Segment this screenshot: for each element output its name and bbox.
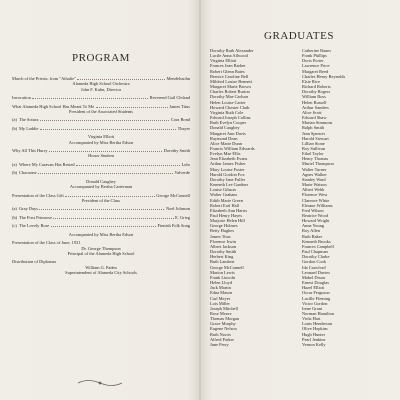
program-item	[12, 95, 190, 100]
graduate-name: Frances Jean Barker	[210, 63, 246, 69]
program-list	[12, 76, 190, 275]
graduate-name: Helen Louise Carter	[210, 99, 246, 105]
program-item-performer: Dorothy Smith	[163, 148, 190, 154]
program-item-credit: Honor Student	[88, 153, 114, 159]
graduate-name: Hazel Elliott	[302, 285, 325, 291]
graduate-name: Anna Young	[302, 223, 324, 229]
program-item-credit: Virginia Elliott	[87, 134, 115, 140]
graduate-name: Harold Stewart	[302, 135, 329, 141]
graduate-name: Marian Simmons	[302, 120, 333, 126]
graduate-name: Ruth Baker	[302, 233, 323, 239]
program-item-row	[12, 215, 190, 220]
program-item-title: Presentation of the Class Gift	[12, 192, 64, 198]
program-item-performer: E. Grieg	[175, 214, 190, 220]
program-item-performer: Cora Bond	[170, 117, 190, 123]
program-item-number: (c)	[12, 223, 17, 229]
graduate-name: Dorothy Ruth Alexander	[210, 48, 254, 53]
graduates-page	[200, 0, 400, 400]
dot-leader	[77, 76, 165, 80]
program-item-row	[12, 126, 190, 131]
graduate-name: Raymond Dean	[210, 135, 238, 141]
program-item	[12, 170, 190, 175]
program-item-performer: Thayer	[177, 125, 190, 131]
graduates-columns	[210, 48, 388, 347]
dot-leader	[76, 162, 180, 166]
program-item-row	[12, 170, 190, 175]
program-item-row	[12, 206, 190, 211]
graduate-name: Charles Henry Reynolds	[302, 73, 346, 79]
graduate-name: Elizabeth Ann Harris	[210, 207, 248, 213]
graduate-name: Arthur Sanders	[302, 104, 329, 110]
graduate-name: Pearl Jenkins	[302, 336, 326, 342]
graduate-name: Kenneth Lee Gardner	[210, 182, 249, 188]
graduate-name: Ruth Norris	[210, 331, 231, 337]
graduate-name: Albert Webb	[302, 187, 325, 193]
graduate-name: Robert Earl Hall	[210, 202, 240, 208]
program-item-credit: Accompanied by Miss Bertha Edson	[68, 139, 134, 145]
graduate-name: Clarence White	[302, 197, 330, 203]
graduate-name: Alfred Parker	[210, 336, 235, 342]
graduate-name: Florence West	[302, 192, 328, 198]
graduate-name: Herbert King	[210, 254, 234, 260]
graduate-name: Mabel Dixon	[302, 274, 326, 280]
graduate-name: Beatrice Wood	[302, 213, 329, 218]
graduate-name: Ralph Smith	[302, 125, 325, 131]
program-item-performer: Lohr	[181, 161, 190, 167]
graduate-name: Lucile Anna Allwood	[210, 53, 248, 59]
graduate-name: Paul Henry Hayes	[210, 213, 242, 218]
program-item-title: The Sotura	[19, 117, 39, 123]
graduate-name: Edward Joseph Collins	[210, 115, 251, 121]
program-item-credit: Dr. George Thompson	[81, 245, 121, 251]
dot-leader	[40, 117, 169, 121]
graduate-name: Olive Hopkins	[302, 326, 328, 332]
graduate-name: Agnes Walker	[302, 171, 327, 177]
graduate-name: Marjorie Helen Hill	[210, 218, 245, 224]
dot-leader	[38, 170, 173, 174]
program-item-number: (b)	[12, 214, 18, 220]
program-item-credit: Accompanied by Bertha Carterman	[69, 184, 133, 190]
graduate-name: Roy Sullivan	[302, 145, 326, 151]
graduate-name: Marie Watson	[302, 182, 327, 188]
graduate-name: Paul Chapman	[302, 249, 328, 255]
graduate-name: Henry Thomas	[302, 156, 329, 162]
graduate-name: Louise Gibson	[210, 187, 236, 193]
program-item	[12, 179, 190, 190]
program-item-credit: Alameda High School Orchestra	[72, 81, 130, 87]
program-item-number: (a)	[12, 206, 17, 212]
graduate-name: Howard Wright	[302, 218, 330, 224]
graduate-name: Oscar Ferguson	[302, 290, 330, 296]
graduate-name: George Holmes	[210, 223, 238, 229]
program-item-title: My Laddie	[19, 125, 39, 131]
graduate-name: Albert Jackson	[210, 243, 237, 249]
program-item-performer: Mendelssohn	[166, 76, 190, 81]
graduate-name: Eugene Nelson	[210, 326, 237, 332]
program-item-title: Where My Caravan Has Rested	[19, 161, 75, 167]
program-item	[12, 148, 190, 159]
graduate-name: Rose Moore	[210, 310, 232, 316]
graduate-name: Roy Allen	[302, 228, 320, 234]
graduate-name: Lucille Fleming	[302, 295, 331, 301]
program-item-title: What Alameda High School Has Meant To Me	[12, 103, 95, 109]
graduate-name: Walter Graham	[210, 192, 237, 198]
program-item-credit: William G. Paden	[85, 264, 117, 270]
graduate-name: Richard Roberts	[302, 84, 331, 90]
dot-leader	[40, 126, 176, 130]
graduate-name: Frances Campbell	[302, 243, 334, 249]
graduate-name: Harold Gordon Fox	[210, 171, 245, 177]
graduate-name: Jean Spencer	[302, 130, 326, 136]
graduate-name: Virginia Ruth Cole	[210, 109, 244, 115]
graduate-name: Alice Marie Dunn	[210, 140, 242, 146]
dot-leader	[32, 95, 148, 99]
graduate-name: William Ross	[302, 94, 326, 100]
program-item-performer: George McConnell	[156, 192, 190, 198]
graduate-name: Dorothy Clarke	[302, 254, 330, 260]
program-item-performer: Noel Johnson	[165, 206, 190, 212]
program-item-row	[12, 95, 190, 100]
graduate-name: Dorothy Jane Fuller	[210, 176, 246, 182]
graduate-name: Virginia Elliott	[210, 58, 237, 64]
graduate-name: Victor Gordon	[302, 300, 328, 306]
graduate-name: Frank Phillips	[302, 53, 327, 59]
graduates-column-left	[210, 48, 296, 347]
graduate-name: Vernon Kelly	[302, 341, 326, 347]
program-item	[12, 193, 190, 204]
graduate-name: Margaret Ann Davis	[210, 130, 246, 136]
program-item-title: Chaconne	[19, 170, 37, 176]
graduate-name: Elsie Rice	[302, 78, 320, 84]
program-item-title: The First Primrose	[19, 214, 52, 220]
program-item	[12, 240, 190, 256]
graduate-name: Grace Murphy	[210, 321, 236, 327]
program-item-performer: Finnish Folk Song	[157, 223, 190, 229]
program-item-number: (b)	[12, 125, 18, 131]
graduate-name: Helen Russell	[302, 99, 327, 105]
graduate-name: Marion Lewis	[210, 269, 235, 275]
graduate-name: Hugh Hunter	[302, 331, 326, 337]
program-item-row	[12, 117, 190, 122]
program-item	[12, 162, 190, 167]
program-item	[12, 117, 190, 122]
program-item	[12, 76, 190, 92]
graduate-name: Mary Louise Foster	[210, 166, 245, 172]
graduate-name: Ethel Taylor	[302, 151, 324, 157]
graduate-name: Evelyn Mae Ellis	[210, 151, 241, 157]
graduate-name: Catherine Baum	[302, 48, 331, 53]
graduates-heading: GRADUATES	[264, 30, 334, 42]
graduate-name: Gordon Cook	[302, 259, 327, 265]
graduate-name: Muriel Thompson	[302, 161, 334, 167]
program-item-number: (a)	[12, 161, 17, 167]
graduate-name: Edward Shaw	[302, 115, 327, 121]
graduate-name: Mildred Louise Bennett	[210, 78, 252, 84]
program-item	[12, 134, 190, 145]
graduate-name: Edna Mason	[210, 290, 233, 296]
graduate-name: Joseph Mitchell	[210, 305, 238, 311]
program-item	[12, 206, 190, 211]
graduate-name: Dorothy Rogers	[302, 89, 331, 95]
graduate-name: Frank Lincoln	[210, 274, 235, 280]
program-item-credit: Superintendent of Alameda City Schools	[65, 270, 137, 276]
program-item	[12, 215, 190, 220]
program-item-title: The Lovely Rose	[19, 223, 50, 229]
program-item-title: Gray Days	[19, 206, 38, 212]
program-item-credit: President of the Class	[81, 197, 121, 203]
graduate-name: Lillian Stone	[302, 140, 325, 146]
graduate-name: Stanley Ward	[302, 176, 326, 182]
graduate-name: Helen Lloyd	[210, 280, 233, 286]
program-item-row	[12, 223, 190, 228]
graduate-name: Ruth Evelyn Cooper	[210, 120, 247, 126]
program-item-title: Distribution of Diplomas	[12, 259, 57, 265]
program-item	[12, 223, 190, 228]
graduate-name: Doris Porter	[302, 58, 324, 64]
graduate-name: Florence Irwin	[210, 238, 236, 244]
program-item-number: (a)	[12, 117, 17, 123]
graduate-name: Howard Chester Clark	[210, 104, 250, 110]
graduate-name: Robert Glenn Bates	[210, 68, 245, 74]
graduate-name: Jean Elizabeth Evans	[210, 156, 248, 162]
program-item-credit: Donald Caughey	[86, 178, 116, 184]
graduate-name: Dorothy Mae Carlson	[210, 94, 249, 100]
graduate-name: Francis William Edwards	[210, 145, 255, 151]
graduate-name: Edith Marie Green	[210, 197, 243, 203]
dot-leader	[65, 193, 155, 197]
program-item	[12, 104, 190, 115]
graduate-name: Viola Hart	[302, 316, 321, 322]
program-item-performer: James Titus	[169, 103, 190, 109]
program-item-credit: John F. Kuhn, Director	[80, 86, 122, 92]
program-item-title: Why All This Hurry	[12, 148, 48, 154]
graduate-name: Fred Wilson	[302, 207, 324, 213]
program-item-row	[12, 162, 190, 167]
program-item	[12, 232, 190, 237]
graduate-name: Lawrence Price	[302, 63, 330, 69]
graduate-name: Louis Henderson	[302, 321, 333, 327]
graduate-name: Donald Caughey	[210, 125, 240, 131]
graduate-name: Norman Hamilton	[302, 310, 335, 316]
dot-leader	[96, 104, 168, 108]
program-item-performer: Reverend Gail Cleland	[149, 95, 190, 101]
graduate-name: Ida Crawford	[302, 264, 326, 270]
graduate-name: Carl Meyer	[210, 295, 231, 301]
graduate-name: James Titus	[210, 233, 231, 239]
graduate-name: June Perry	[210, 341, 229, 347]
graduate-name: Leonard Davies	[302, 269, 330, 275]
graduate-name: Jack Martin	[210, 285, 231, 291]
program-item-title: March of the Priests, from "Athalie"	[12, 76, 76, 81]
graduate-name: Margaret Reed	[302, 68, 329, 74]
graduate-name: Irene Grant	[302, 305, 323, 311]
dot-leader	[53, 215, 173, 219]
graduate-name: Dorothy Smith	[210, 249, 237, 255]
graduate-name: Bernice Caroline Bell	[210, 73, 249, 79]
graduate-name: Lois Miller	[210, 300, 230, 306]
graduate-name: Arthur James Fisher	[210, 161, 246, 167]
graduate-name: Ruth Lambert	[210, 259, 235, 265]
program-item-credit: Principal of the Alameda High School	[67, 250, 135, 256]
program-item	[12, 126, 190, 131]
graduates-column-right	[302, 48, 388, 347]
ornament-icon	[76, 378, 124, 388]
program-item-title: Presentation of the Class of June, 1931	[12, 240, 81, 246]
graduate-name: Kenneth Brooks	[302, 238, 331, 244]
graduate-name: Margaret Marie Brown	[210, 84, 251, 90]
dot-leader	[51, 223, 156, 227]
program-item-credit: Accompanied by Miss Bertha Edson	[68, 231, 134, 237]
graduate-name: Alice Scott	[302, 109, 322, 115]
graduate-name: Walter Turner	[302, 166, 327, 172]
program-item-performer: Valverde	[174, 170, 190, 176]
graduate-name: George McConnell	[210, 264, 244, 270]
dot-leader	[39, 206, 164, 210]
dot-leader	[49, 148, 162, 152]
program-item	[12, 259, 190, 275]
graduate-name: Charles Robert Burton	[210, 89, 250, 95]
graduate-name: Ernest Douglas	[302, 280, 329, 286]
program-item-title: Invocation	[12, 95, 31, 101]
program-heading: PROGRAM	[72, 52, 130, 64]
program-item-number: (b)	[12, 170, 18, 176]
graduate-name: Thomas Morgan	[210, 316, 240, 322]
program-item-credit: President of the Associated Students	[69, 108, 133, 114]
graduate-name: Eleanor Williams	[302, 202, 333, 208]
graduate-name: Betty Hughes	[210, 228, 235, 234]
